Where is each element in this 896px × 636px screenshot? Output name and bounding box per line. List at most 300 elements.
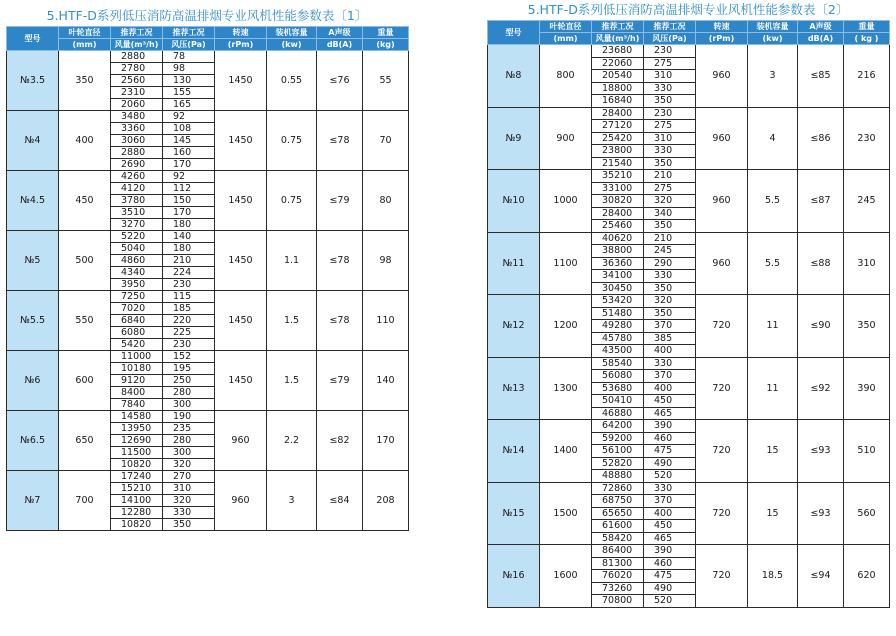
pressure-cell: 290 <box>644 257 696 270</box>
flow-cell: 70800 <box>592 595 644 608</box>
spec-table-panel-1 <box>6 8 408 531</box>
table-row <box>7 411 409 423</box>
impeller-cell: 1100 <box>540 232 592 295</box>
flow-cell: 65650 <box>592 507 644 520</box>
power-cell: 18.5 <box>748 545 798 608</box>
model-cell: №5 <box>7 231 59 291</box>
speed-cell: 720 <box>696 295 748 358</box>
spec-table-body <box>7 51 409 531</box>
pressure-cell: 235 <box>163 423 215 435</box>
pressure-cell: 310 <box>163 483 215 495</box>
flow-cell: 20540 <box>592 70 644 83</box>
model-cell: №4 <box>7 111 59 171</box>
power-cell: 3 <box>267 471 317 531</box>
pressure-cell: 275 <box>644 57 696 70</box>
table-row <box>488 170 890 183</box>
weight-cell: 310 <box>844 232 890 295</box>
header-pressure: 风压(Pa) <box>644 33 696 45</box>
table-row <box>7 171 409 183</box>
flow-cell: 17240 <box>111 471 163 483</box>
header-recommended: 推荐工况 <box>111 27 163 39</box>
power-cell: 2.2 <box>267 411 317 471</box>
spec-table <box>487 20 890 608</box>
header-weight: 重量 <box>844 21 890 33</box>
header-speed-unit: (rPm) <box>215 39 267 51</box>
flow-cell: 3360 <box>111 123 163 135</box>
power-cell: 11 <box>748 295 798 358</box>
power-cell: 0.75 <box>267 111 317 171</box>
pressure-cell: 92 <box>163 171 215 183</box>
pressure-cell: 370 <box>644 320 696 333</box>
flow-cell: 2560 <box>111 75 163 87</box>
model-cell: №5.5 <box>7 291 59 351</box>
header-model: 型号 <box>7 27 59 51</box>
weight-cell: 140 <box>363 351 409 411</box>
weight-cell: 560 <box>844 482 890 545</box>
flow-cell: 5040 <box>111 243 163 255</box>
flow-cell: 6840 <box>111 315 163 327</box>
weight-cell: 216 <box>844 45 890 108</box>
header-flow: 风量(m³/h) <box>111 39 163 51</box>
pressure-cell: 350 <box>644 282 696 295</box>
pressure-cell: 520 <box>644 595 696 608</box>
flow-cell: 76020 <box>592 570 644 583</box>
power-cell: 4 <box>748 107 798 170</box>
noise-cell: ≤78 <box>317 291 363 351</box>
flow-cell: 2060 <box>111 99 163 111</box>
pressure-cell: 230 <box>163 339 215 351</box>
table-row <box>7 111 409 123</box>
pressure-cell: 170 <box>163 159 215 171</box>
flow-cell: 12690 <box>111 435 163 447</box>
pressure-cell: 350 <box>644 220 696 233</box>
power-cell: 1.5 <box>267 351 317 411</box>
weight-cell: 208 <box>363 471 409 531</box>
flow-cell: 14100 <box>111 495 163 507</box>
pressure-cell: 520 <box>644 470 696 483</box>
weight-cell: 98 <box>363 231 409 291</box>
impeller-cell: 1300 <box>540 357 592 420</box>
flow-cell: 11000 <box>111 351 163 363</box>
pressure-cell: 108 <box>163 123 215 135</box>
pressure-cell: 300 <box>163 399 215 411</box>
impeller-cell: 550 <box>59 291 111 351</box>
speed-cell: 720 <box>696 420 748 483</box>
pressure-cell: 400 <box>644 382 696 395</box>
model-cell: №8 <box>488 45 540 108</box>
flow-cell: 22060 <box>592 57 644 70</box>
weight-cell: 55 <box>363 51 409 111</box>
speed-cell: 1450 <box>215 51 267 111</box>
pressure-cell: 275 <box>644 182 696 195</box>
flow-cell: 7840 <box>111 399 163 411</box>
flow-cell: 2310 <box>111 87 163 99</box>
model-cell: №12 <box>488 295 540 358</box>
flow-cell: 50410 <box>592 395 644 408</box>
pressure-cell: 245 <box>644 245 696 258</box>
flow-cell: 7250 <box>111 291 163 303</box>
flow-cell: 30450 <box>592 282 644 295</box>
flow-cell: 58420 <box>592 532 644 545</box>
flow-cell: 23680 <box>592 45 644 58</box>
header-noise-unit: dB(A) <box>317 39 363 51</box>
flow-cell: 2880 <box>111 147 163 159</box>
table-row <box>488 107 890 120</box>
speed-cell: 960 <box>696 232 748 295</box>
pressure-cell: 465 <box>644 532 696 545</box>
flow-cell: 12280 <box>111 507 163 519</box>
noise-cell: ≤85 <box>798 45 844 108</box>
power-cell: 15 <box>748 482 798 545</box>
noise-cell: ≤87 <box>798 170 844 233</box>
model-cell: №16 <box>488 545 540 608</box>
impeller-cell: 650 <box>59 411 111 471</box>
pressure-cell: 340 <box>644 207 696 220</box>
pressure-cell: 350 <box>163 519 215 531</box>
impeller-cell: 450 <box>59 171 111 231</box>
pressure-cell: 224 <box>163 267 215 279</box>
weight-cell: 620 <box>844 545 890 608</box>
header-impeller-unit: (mm) <box>540 33 592 45</box>
speed-cell: 720 <box>696 545 748 608</box>
impeller-cell: 1200 <box>540 295 592 358</box>
pressure-cell: 320 <box>644 295 696 308</box>
pressure-cell: 475 <box>644 570 696 583</box>
pressure-cell: 330 <box>163 507 215 519</box>
noise-cell: ≤88 <box>798 232 844 295</box>
noise-cell: ≤93 <box>798 482 844 545</box>
noise-cell: ≤86 <box>798 107 844 170</box>
flow-cell: 4340 <box>111 267 163 279</box>
weight-cell: 350 <box>844 295 890 358</box>
flow-cell: 10820 <box>111 519 163 531</box>
speed-cell: 1450 <box>215 351 267 411</box>
pressure-cell: 230 <box>644 45 696 58</box>
flow-cell: 3950 <box>111 279 163 291</box>
pressure-cell: 300 <box>163 447 215 459</box>
header-impeller-unit: (mm) <box>59 39 111 51</box>
header-noise: A声级 <box>798 21 844 33</box>
pressure-cell: 390 <box>644 420 696 433</box>
flow-cell: 45780 <box>592 332 644 345</box>
power-cell: 5.5 <box>748 170 798 233</box>
flow-cell: 15210 <box>111 483 163 495</box>
pressure-cell: 78 <box>163 51 215 63</box>
impeller-cell: 600 <box>59 351 111 411</box>
noise-cell: ≤79 <box>317 171 363 231</box>
table-row <box>7 231 409 243</box>
flow-cell: 56080 <box>592 370 644 383</box>
header-recommended: 推荐工况 <box>592 21 644 33</box>
pressure-cell: 370 <box>644 495 696 508</box>
flow-cell: 5220 <box>111 231 163 243</box>
noise-cell: ≤84 <box>317 471 363 531</box>
pressure-cell: 165 <box>163 99 215 111</box>
noise-cell: ≤90 <box>798 295 844 358</box>
power-cell: 1.1 <box>267 231 317 291</box>
pressure-cell: 310 <box>644 70 696 83</box>
pressure-cell: 330 <box>644 270 696 283</box>
header-recommended: 推荐工况 <box>644 21 696 33</box>
flow-cell: 72860 <box>592 482 644 495</box>
pressure-cell: 92 <box>163 111 215 123</box>
flow-cell: 30820 <box>592 195 644 208</box>
table-row <box>7 51 409 63</box>
flow-cell: 3060 <box>111 135 163 147</box>
noise-cell: ≤93 <box>798 420 844 483</box>
pressure-cell: 180 <box>163 219 215 231</box>
flow-cell: 25460 <box>592 220 644 233</box>
header-power-unit: (kw) <box>748 33 798 45</box>
header-speed: 转速 <box>215 27 267 39</box>
pressure-cell: 320 <box>644 195 696 208</box>
flow-cell: 38800 <box>592 245 644 258</box>
flow-cell: 33100 <box>592 182 644 195</box>
table-row <box>488 545 890 558</box>
power-cell: 5.5 <box>748 232 798 295</box>
flow-cell: 28400 <box>592 207 644 220</box>
impeller-cell: 400 <box>59 111 111 171</box>
pressure-cell: 390 <box>644 545 696 558</box>
noise-cell: ≤78 <box>317 111 363 171</box>
weight-cell: 70 <box>363 111 409 171</box>
flow-cell: 4120 <box>111 183 163 195</box>
pressure-cell: 385 <box>644 332 696 345</box>
noise-cell: ≤76 <box>317 51 363 111</box>
header-impeller: 叶轮直径 <box>540 21 592 33</box>
header-noise: A声级 <box>317 27 363 39</box>
pressure-cell: 112 <box>163 183 215 195</box>
pressure-cell: 210 <box>163 255 215 267</box>
table-row <box>488 420 890 433</box>
flow-cell: 43500 <box>592 345 644 358</box>
pressure-cell: 320 <box>163 495 215 507</box>
flow-cell: 56100 <box>592 445 644 458</box>
header-recommended: 推荐工况 <box>163 27 215 39</box>
flow-cell: 53420 <box>592 295 644 308</box>
flow-cell: 48880 <box>592 470 644 483</box>
pressure-cell: 450 <box>644 520 696 533</box>
flow-cell: 8400 <box>111 387 163 399</box>
impeller-cell: 1400 <box>540 420 592 483</box>
flow-cell: 9120 <box>111 375 163 387</box>
table-row <box>7 291 409 303</box>
flow-cell: 52820 <box>592 457 644 470</box>
pressure-cell: 98 <box>163 63 215 75</box>
header-power-unit: (kw) <box>267 39 317 51</box>
pressure-cell: 190 <box>163 411 215 423</box>
pressure-cell: 280 <box>163 387 215 399</box>
power-cell: 3 <box>748 45 798 108</box>
flow-cell: 2690 <box>111 159 163 171</box>
header-noise-unit: dB(A) <box>798 33 844 45</box>
weight-cell: 170 <box>363 411 409 471</box>
table-row <box>7 471 409 483</box>
flow-cell: 53680 <box>592 382 644 395</box>
flow-cell: 51480 <box>592 307 644 320</box>
pressure-cell: 170 <box>163 207 215 219</box>
impeller-cell: 1000 <box>540 170 592 233</box>
weight-cell: 390 <box>844 357 890 420</box>
pressure-cell: 320 <box>163 459 215 471</box>
flow-cell: 3780 <box>111 195 163 207</box>
pressure-cell: 210 <box>644 232 696 245</box>
pressure-cell: 140 <box>163 231 215 243</box>
flow-cell: 4260 <box>111 171 163 183</box>
model-cell: №14 <box>488 420 540 483</box>
flow-cell: 35210 <box>592 170 644 183</box>
flow-cell: 73260 <box>592 582 644 595</box>
pressure-cell: 230 <box>644 107 696 120</box>
flow-cell: 49280 <box>592 320 644 333</box>
power-cell: 11 <box>748 357 798 420</box>
flow-cell: 25420 <box>592 132 644 145</box>
flow-cell: 34100 <box>592 270 644 283</box>
speed-cell: 720 <box>696 482 748 545</box>
flow-cell: 5420 <box>111 339 163 351</box>
header-speed: 转速 <box>696 21 748 33</box>
speed-cell: 1450 <box>215 291 267 351</box>
pressure-cell: 350 <box>644 157 696 170</box>
header-weight: 重量 <box>363 27 409 39</box>
flow-cell: 3510 <box>111 207 163 219</box>
table-title: 5.HTF-D系列低压消防高温排烟专业风机性能参数表〔1〕 <box>46 8 368 23</box>
pressure-cell: 490 <box>644 582 696 595</box>
model-cell: №15 <box>488 482 540 545</box>
flow-cell: 2880 <box>111 51 163 63</box>
speed-cell: 960 <box>215 411 267 471</box>
pressure-cell: 330 <box>644 145 696 158</box>
flow-cell: 4860 <box>111 255 163 267</box>
pressure-cell: 230 <box>163 279 215 291</box>
pressure-cell: 475 <box>644 445 696 458</box>
model-cell: №6.5 <box>7 411 59 471</box>
pressure-cell: 150 <box>163 195 215 207</box>
pressure-cell: 350 <box>644 95 696 108</box>
model-cell: №4.5 <box>7 171 59 231</box>
flow-cell: 64200 <box>592 420 644 433</box>
flow-cell: 10820 <box>111 459 163 471</box>
noise-cell: ≤78 <box>317 231 363 291</box>
flow-cell: 46880 <box>592 407 644 420</box>
weight-cell: 230 <box>844 107 890 170</box>
header-impeller: 叶轮直径 <box>59 27 111 39</box>
pressure-cell: 130 <box>163 75 215 87</box>
pressure-cell: 490 <box>644 457 696 470</box>
model-cell: №7 <box>7 471 59 531</box>
weight-cell: 80 <box>363 171 409 231</box>
pressure-cell: 330 <box>644 82 696 95</box>
impeller-cell: 500 <box>59 231 111 291</box>
pressure-cell: 180 <box>163 243 215 255</box>
flow-cell: 81300 <box>592 557 644 570</box>
header-speed-unit: (rPm) <box>696 33 748 45</box>
pressure-cell: 270 <box>163 471 215 483</box>
model-cell: №13 <box>488 357 540 420</box>
pressure-cell: 210 <box>644 170 696 183</box>
power-cell: 15 <box>748 420 798 483</box>
header-pressure: 风压(Pa) <box>163 39 215 51</box>
flow-cell: 14580 <box>111 411 163 423</box>
flow-cell: 21540 <box>592 157 644 170</box>
table-row <box>7 351 409 363</box>
pressure-cell: 460 <box>644 557 696 570</box>
spec-table <box>6 26 409 531</box>
speed-cell: 720 <box>696 357 748 420</box>
flow-cell: 10180 <box>111 363 163 375</box>
pressure-cell: 225 <box>163 327 215 339</box>
model-cell: №3.5 <box>7 51 59 111</box>
flow-cell: 16840 <box>592 95 644 108</box>
header-power: 装机容量 <box>748 21 798 33</box>
flow-cell: 27120 <box>592 120 644 133</box>
flow-cell: 3270 <box>111 219 163 231</box>
impeller-cell: 700 <box>59 471 111 531</box>
flow-cell: 58540 <box>592 357 644 370</box>
flow-cell: 3480 <box>111 111 163 123</box>
table-row <box>488 357 890 370</box>
pressure-cell: 155 <box>163 87 215 99</box>
impeller-cell: 800 <box>540 45 592 108</box>
noise-cell: ≤92 <box>798 357 844 420</box>
speed-cell: 1450 <box>215 171 267 231</box>
pressure-cell: 152 <box>163 351 215 363</box>
model-cell: №11 <box>488 232 540 295</box>
table-row <box>488 45 890 58</box>
pressure-cell: 250 <box>163 375 215 387</box>
noise-cell: ≤82 <box>317 411 363 471</box>
flow-cell: 6080 <box>111 327 163 339</box>
pressure-cell: 280 <box>163 435 215 447</box>
spec-table-panel-2 <box>487 2 889 608</box>
model-cell: №6 <box>7 351 59 411</box>
weight-cell: 245 <box>844 170 890 233</box>
power-cell: 0.75 <box>267 171 317 231</box>
header-power: 装机容量 <box>267 27 317 39</box>
impeller-cell: 1600 <box>540 545 592 608</box>
flow-cell: 61600 <box>592 520 644 533</box>
flow-cell: 13950 <box>111 423 163 435</box>
pressure-cell: 160 <box>163 147 215 159</box>
spec-table-body <box>488 45 890 608</box>
model-cell: №10 <box>488 170 540 233</box>
flow-cell: 40620 <box>592 232 644 245</box>
weight-cell: 510 <box>844 420 890 483</box>
header-flow: 风量(m³/h) <box>592 33 644 45</box>
flow-cell: 11500 <box>111 447 163 459</box>
pressure-cell: 370 <box>644 370 696 383</box>
speed-cell: 1450 <box>215 111 267 171</box>
table-title: 5.HTF-D系列低压消防高温排烟专业风机性能参数表〔2〕 <box>527 2 849 17</box>
speed-cell: 960 <box>215 471 267 531</box>
speed-cell: 960 <box>696 107 748 170</box>
flow-cell: 2780 <box>111 63 163 75</box>
pressure-cell: 145 <box>163 135 215 147</box>
flow-cell: 86400 <box>592 545 644 558</box>
speed-cell: 960 <box>696 45 748 108</box>
power-cell: 1.5 <box>267 291 317 351</box>
power-cell: 0.55 <box>267 51 317 111</box>
pressure-cell: 195 <box>163 363 215 375</box>
header-model: 型号 <box>488 21 540 45</box>
flow-cell: 36360 <box>592 257 644 270</box>
flow-cell: 68750 <box>592 495 644 508</box>
pressure-cell: 275 <box>644 120 696 133</box>
flow-cell: 7020 <box>111 303 163 315</box>
pressure-cell: 450 <box>644 395 696 408</box>
impeller-cell: 1500 <box>540 482 592 545</box>
flow-cell: 59200 <box>592 432 644 445</box>
